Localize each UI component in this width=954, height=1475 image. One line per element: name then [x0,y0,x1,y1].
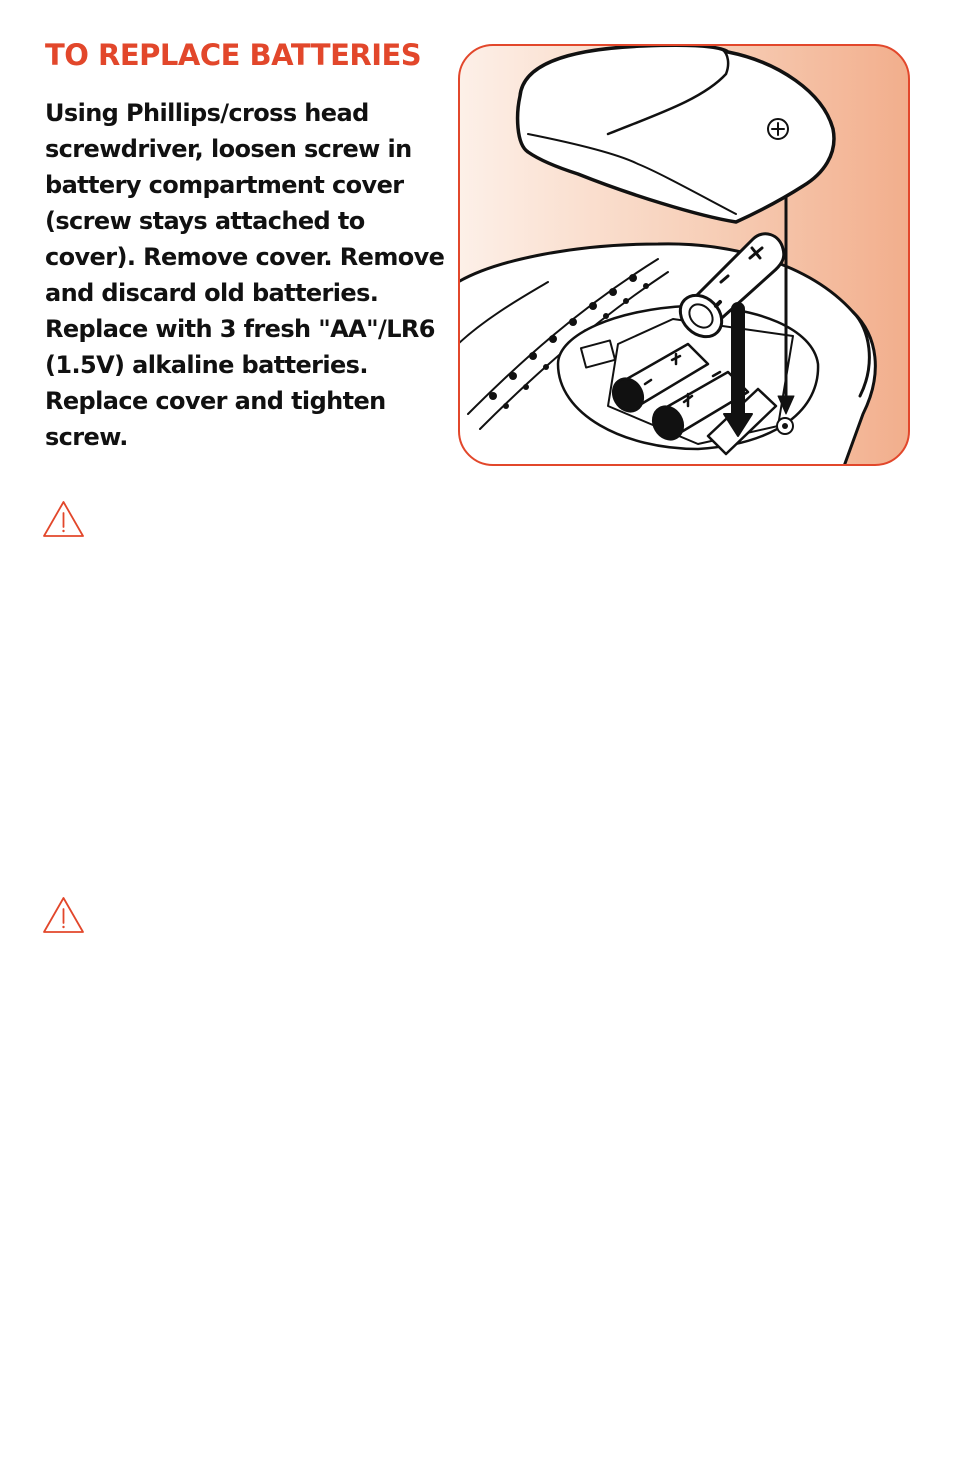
battery-instructions: Using Phillips/cross head screwdriver, loosen screw in battery compartment cover (screw stays attached to cover). Remove cover. Remove and discard old batteries. Replace with 3 fresh "AA"/LR6 (1.5V) alkaline batteries. Replace cover and tighten screw. [45,99,445,451]
warning-triangle-icon [42,896,85,934]
battery-compartment-illustration [458,44,910,466]
warning-triangle-icon [42,500,85,538]
section-heading: TO REPLACE BATTERIES [45,38,422,72]
